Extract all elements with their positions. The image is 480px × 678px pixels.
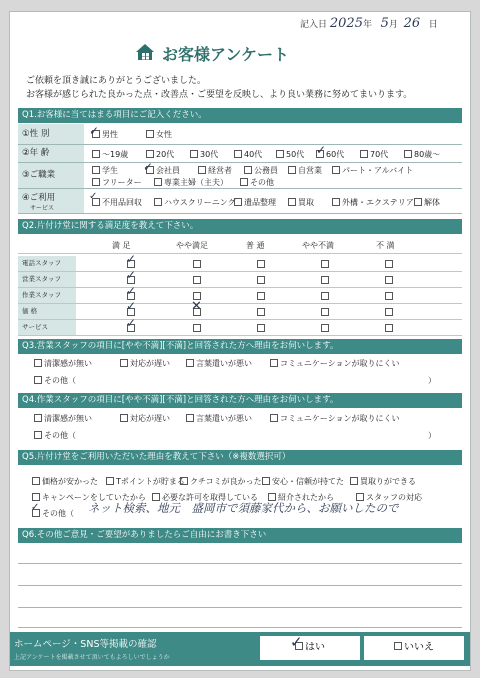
q5-other-answer: ネット検索、地元 盛岡市で須藤家代から、お願いしたので [88,501,399,515]
consent-yes-option[interactable]: はい [260,636,360,660]
q3-other-close: ） [428,376,436,385]
q1-heading: Q1.お客様に当てはまる項目にご記入ください。 [18,108,462,123]
q2-label-work-staff: 作業スタッフ [18,288,76,303]
date-day: 26 [403,16,421,31]
comment-line [18,585,462,586]
q2-label-sales-staff: 営業スタッフ [18,272,76,287]
date-year: 2025 [329,16,363,31]
day-suffix: 日 [428,20,438,30]
q5-option-trust[interactable]: 安心・信頼が持てた [262,476,344,487]
q1-row-service [18,189,462,214]
rating-box[interactable] [257,276,265,284]
q5-option-staff[interactable]: スタッフの対応 [356,492,422,503]
consent-subtitle: 上記アンケートを掲載させて頂いてもよろしいでしょうか [14,654,170,661]
q2-label-phone-staff: 電話スタッフ [18,256,76,271]
option-age-50s[interactable]: 50代 [276,149,304,160]
option-freeter[interactable]: フリーター [92,177,142,188]
rating-box[interactable] [321,308,329,316]
q5-option-campaign[interactable]: キャンペーンをしていたから [32,492,146,503]
comment-line [18,627,462,628]
q5-option-reviews[interactable]: クチコミが良かった [180,476,262,487]
option-male[interactable]: 男性 [92,129,118,140]
q2-label-price: 価 格 [18,304,76,319]
option-age-70s[interactable]: 70代 [360,149,388,160]
q4-option-slow[interactable]: 対応が遅い [120,413,170,424]
q4-heading: Q4.作業スタッフの項目に[やや不満][不満]と回答された方へ理由をお伺いします。 [18,393,462,408]
q1-label-service [18,189,84,213]
q1-row-occupation [18,163,462,189]
q5-option-price[interactable]: 価格が安かった [32,476,98,487]
consent-title: ホームページ・SNS等掲載の確認 [14,639,157,650]
q5-option-license[interactable]: 必要な許可を取得している [152,492,258,503]
check-mark-icon: ✓ [126,252,137,266]
service-sublabel: サービス [30,205,55,212]
check-mark-icon: ✓ [290,633,303,651]
q2-divider [18,253,462,254]
q2-label-service: サービス [18,320,76,335]
scale-satisfied: 満 足 [112,241,131,250]
option-estate-clearing[interactable]: 遺品整理 [234,197,276,208]
option-student[interactable]: 学生 [92,165,118,176]
q2-heading: Q2.片付け堂に関する満足度を教えて下さい。 [18,219,462,234]
rating-box[interactable] [257,260,265,268]
q2-row-line [18,335,462,336]
q1-label-occupation: ③ご職業 [18,163,84,188]
rating-box[interactable] [321,292,329,300]
option-age-30s[interactable]: 30代 [190,149,218,160]
intro-line-2: お客様が感じられた良かった点・改善点・ご要望を反映し、より良い業務に努めてまいります。 [26,90,413,100]
check-mark-icon: ✓ [31,502,40,513]
q2-row-line [18,319,462,320]
option-age-40s[interactable]: 40代 [234,149,262,160]
q3-option-cleanliness[interactable]: 清潔感が無い [34,358,92,369]
q4-option-communication[interactable]: コミュニケーションが取りにくい [270,413,400,424]
comment-line [18,563,462,564]
check-mark-icon: ✓ [126,316,137,330]
service-label: ④ご利用 [22,193,56,203]
option-female[interactable]: 女性 [146,129,172,140]
date-month: 5 [380,16,389,31]
q6-heading: Q6.その他ご意見・ご要望がありましたらご自由にお書き下さい [18,528,462,543]
rating-box[interactable] [385,324,393,332]
check-mark-icon: ✓ [126,299,137,313]
entry-date [300,16,438,31]
q4-other-close: ） [428,431,436,440]
q1-label-age: ②年 齢 [18,145,84,162]
comment-line [18,607,462,608]
q2-row-line [18,303,462,304]
q3-heading: Q3.営業スタッフの項目に[やや不満][不満]と回答された方へ理由をお伺いします。 [18,339,462,354]
q5-option-tpoint[interactable]: Tポイントが貯まる [106,476,185,487]
check-mark-icon: ✓ [89,124,100,138]
q1-row-gender [18,124,462,145]
q1-row-age [18,145,462,163]
q1-label-gender: ①性 別 [18,124,84,144]
option-house-cleaning[interactable]: ハウスクリーニング [154,197,236,208]
option-junk-removal[interactable]: 不用品回収 [92,197,142,208]
q5-option-buyback[interactable]: 買取りができる [350,476,416,487]
option-age-60s[interactable]: 60代 [316,149,344,160]
q4-option-cleanliness[interactable]: 清潔感が無い [34,413,92,424]
page-title: お客様アンケート [162,45,290,64]
check-mark-icon: ✓ [126,268,137,282]
rating-box[interactable] [385,260,393,268]
q4-option-other[interactable]: その他（ [34,430,76,441]
q3-option-language[interactable]: 言葉遣いが悪い [186,358,252,369]
rating-box[interactable] [321,276,329,284]
rating-box[interactable] [193,324,201,332]
q5-option-referral[interactable]: 紹介されたから [268,492,334,503]
option-executive[interactable]: 経営者 [198,165,232,176]
year-suffix: 年 [362,20,372,30]
q3-option-slow[interactable]: 対応が遅い [120,358,170,369]
rating-box[interactable] [193,260,201,268]
month-suffix: 月 [388,20,398,30]
house-logo-icon [134,42,156,62]
q2-row-line [18,287,462,288]
rating-box[interactable] [385,292,393,300]
q5-heading: Q5.片付け堂をご利用いただいた理由を教えて下さい（※複数選択可） [18,450,462,465]
option-age-under19[interactable]: ～19歳 [92,149,128,160]
scale-somewhat-dissatisfied: やや不満 [302,241,334,250]
rating-box[interactable] [321,324,329,332]
rating-box[interactable] [193,276,201,284]
option-buyback[interactable]: 買取 [288,197,314,208]
option-age-20s[interactable]: 20代 [146,149,174,160]
option-age-80plus[interactable]: 80歳～ [404,149,440,160]
option-part-time[interactable]: パート・アルバイト [332,165,413,176]
rating-box[interactable] [385,308,393,316]
consent-no-option[interactable]: いいえ [364,636,464,660]
q5-option-other[interactable]: その他（ [32,508,74,519]
option-homemaker[interactable]: 専業主婦（主夫） [154,177,228,188]
q2-row-line [18,271,462,272]
option-civil-servant[interactable]: 公務員 [244,165,278,176]
option-self-employed[interactable]: 自営業 [288,165,322,176]
option-company-employee[interactable]: 会社員 [146,165,180,176]
rating-box[interactable] [257,292,265,300]
rating-box[interactable] [257,324,265,332]
rating-box[interactable] [385,276,393,284]
date-label: 記入日 [300,20,328,30]
q4-option-language[interactable]: 言葉遣いが悪い [186,413,252,424]
scale-dissatisfied: 不 満 [376,241,395,250]
q3-option-communication[interactable]: コミュニケーションが取りにくい [270,358,400,369]
rating-box[interactable] [257,308,265,316]
option-demolition[interactable]: 解体 [414,197,440,208]
check-mark-icon: ✓ [316,143,327,157]
option-exterior[interactable]: 外構・エクステリア [332,197,414,208]
intro-line-1: ご依頼を頂き誠にありがとうございました。 [26,76,207,86]
rating-box[interactable] [321,260,329,268]
check-mark-icon: ✓ [89,191,98,202]
q3-option-other[interactable]: その他（ [34,375,76,386]
option-other[interactable]: その他 [240,177,274,188]
scale-somewhat-satisfied: やや満足 [176,241,208,250]
check-mark-icon: ✓ [143,160,154,174]
cross-mark-icon: ✕ [191,299,202,314]
scale-neutral: 普 通 [246,241,265,250]
check-mark-icon: ✓ [126,284,137,298]
